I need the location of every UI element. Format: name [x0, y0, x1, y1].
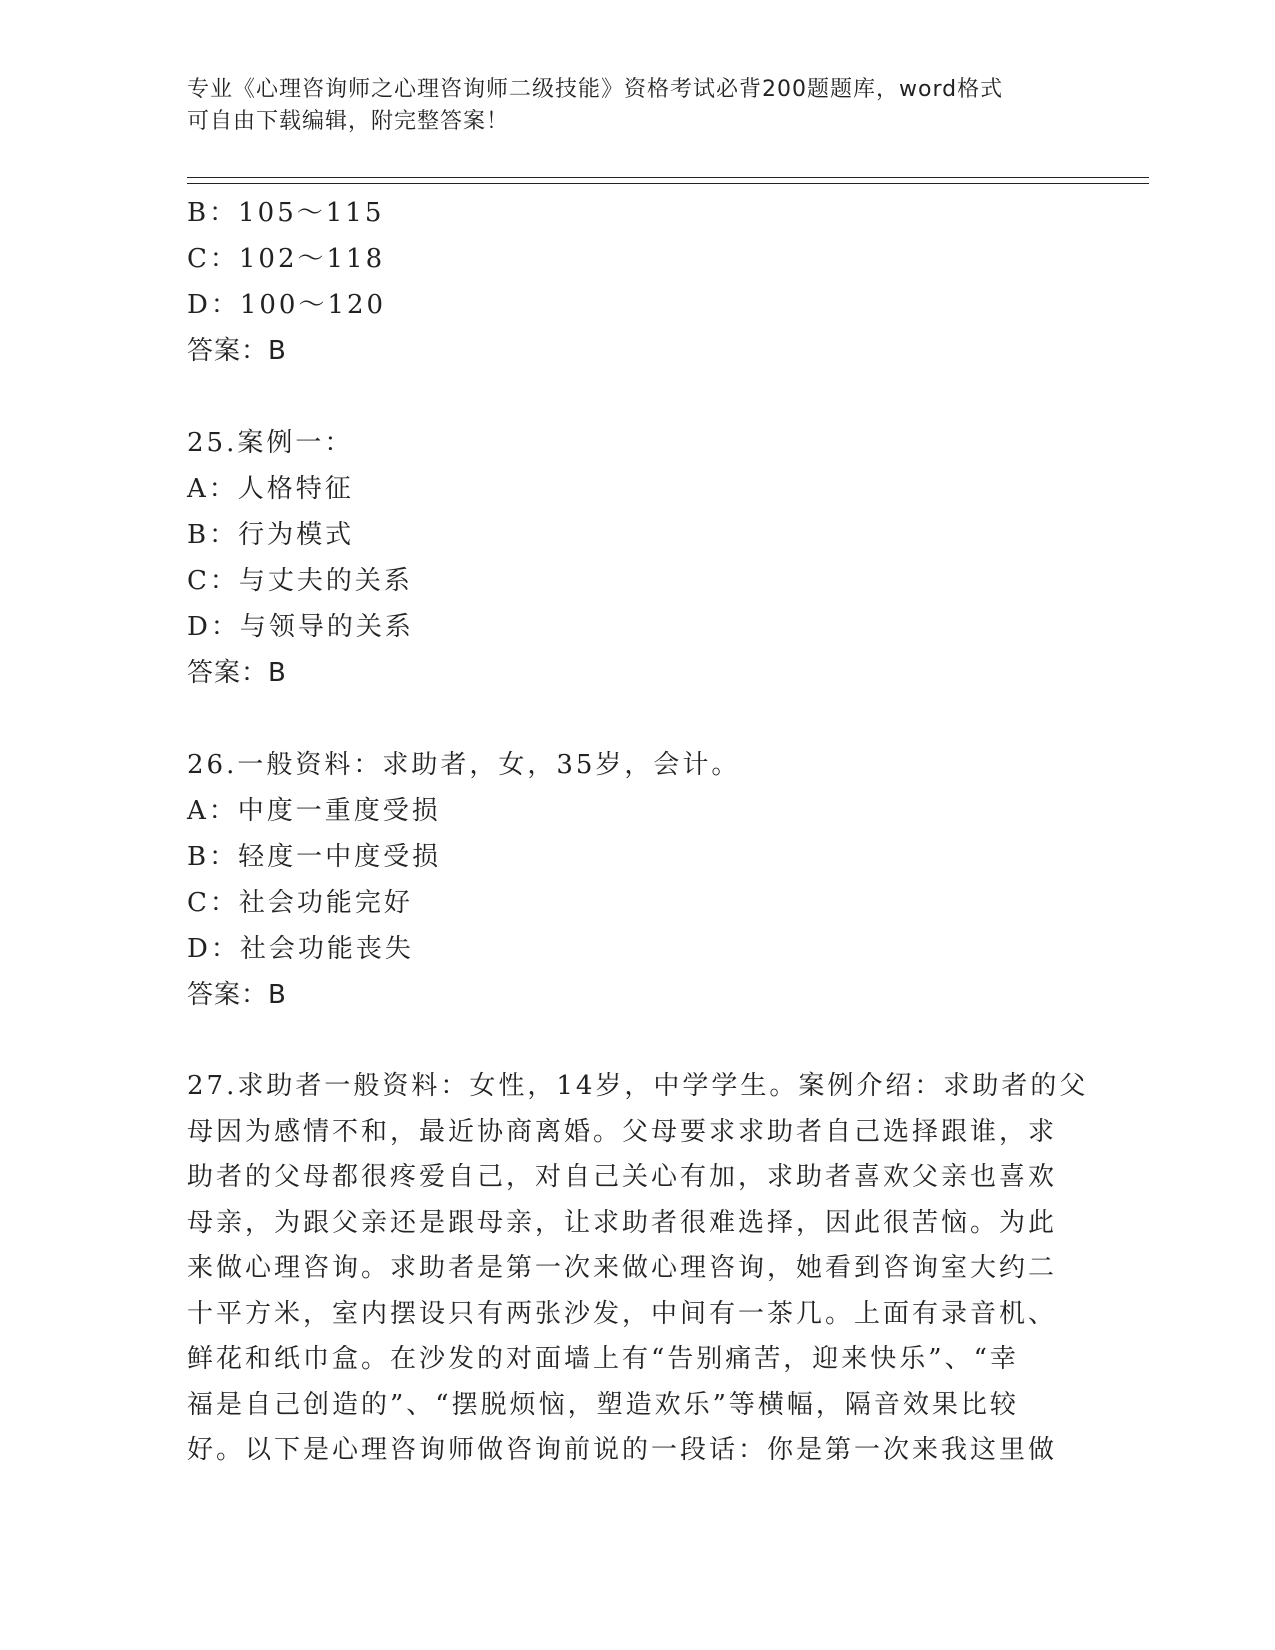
option-c: C：与丈夫的关系: [187, 566, 413, 596]
paragraph-line: 福是自己创造的”、“摆脱烦恼，塑造欢乐”等横幅，隔音效果比较: [187, 1389, 1019, 1420]
paragraph-line: 母亲，为跟父亲还是跟母亲，让求助者很难选择，因此很苦恼。为此: [187, 1207, 1058, 1238]
spacer: [187, 696, 1087, 742]
option-b: B：行为模式: [187, 520, 355, 550]
paragraph-line: 十平方米，室内摆设只有两张沙发，中间有一茶几。上面有录音机、: [187, 1298, 1058, 1329]
paragraph-line: 助者的父母都很疼爱自己，对自己关心有加，求助者喜欢父亲也喜欢: [187, 1162, 1058, 1192]
paragraph-line: 好。以下是心理咨询师做咨询前说的一段话：你是第一次来我这里做: [187, 1435, 1058, 1465]
option-c: C：社会功能完好: [187, 888, 413, 918]
answer: 答案：B: [187, 336, 287, 366]
option-d: D：社会功能丧失: [187, 934, 414, 964]
header-rule-top: [187, 177, 1149, 178]
header-line-2: 可自由下载编辑，附完整答案！: [187, 109, 510, 134]
question-title: 25.案例一：: [187, 428, 354, 458]
header-line-1: 专业《心理咨询师之心理咨询师二级技能》资格考试必背200题题库，word格式: [187, 77, 1004, 102]
question-26: [187, 742, 1087, 1018]
paragraph-line: 鲜花和纸巾盒。在沙发的对面墙上有“告别痛苦，迎来快乐”、“幸: [187, 1344, 1019, 1374]
option-b: B：105～115: [187, 198, 385, 228]
question-list: [187, 190, 1087, 1474]
question-25: [187, 420, 1087, 696]
option-d: D：与领导的关系: [187, 612, 414, 642]
header-rule-bottom: [187, 183, 1149, 184]
option-d: D：100～120: [187, 290, 387, 320]
spacer: [187, 374, 1087, 420]
paragraph-line: 27.求助者一般资料：女性，14岁，中学学生。案例介绍：求助者的父: [187, 1071, 1089, 1101]
option-a: A：中度一重度受损: [187, 796, 441, 826]
answer: 答案：B: [187, 980, 287, 1010]
option-b: B：轻度一中度受损: [187, 842, 442, 872]
option-c: C：102～118: [187, 244, 386, 274]
option-a: A：人格特征: [187, 474, 354, 504]
answer: 答案：B: [187, 658, 287, 688]
paragraph-line: 母因为感情不和，最近协商离婚。父母要求求助者自己选择跟谁，求: [187, 1116, 1058, 1147]
question-24: [187, 190, 1087, 374]
spacer: [187, 1018, 1087, 1064]
question-27: [187, 1064, 1089, 1474]
question-title: 26.一般资料：求助者，女，35岁，会计。: [187, 750, 741, 780]
paragraph-line: 来做心理咨询。求助者是第一次来做心理咨询，她看到咨询室大约二: [187, 1253, 1058, 1283]
document-header: [187, 74, 1087, 138]
